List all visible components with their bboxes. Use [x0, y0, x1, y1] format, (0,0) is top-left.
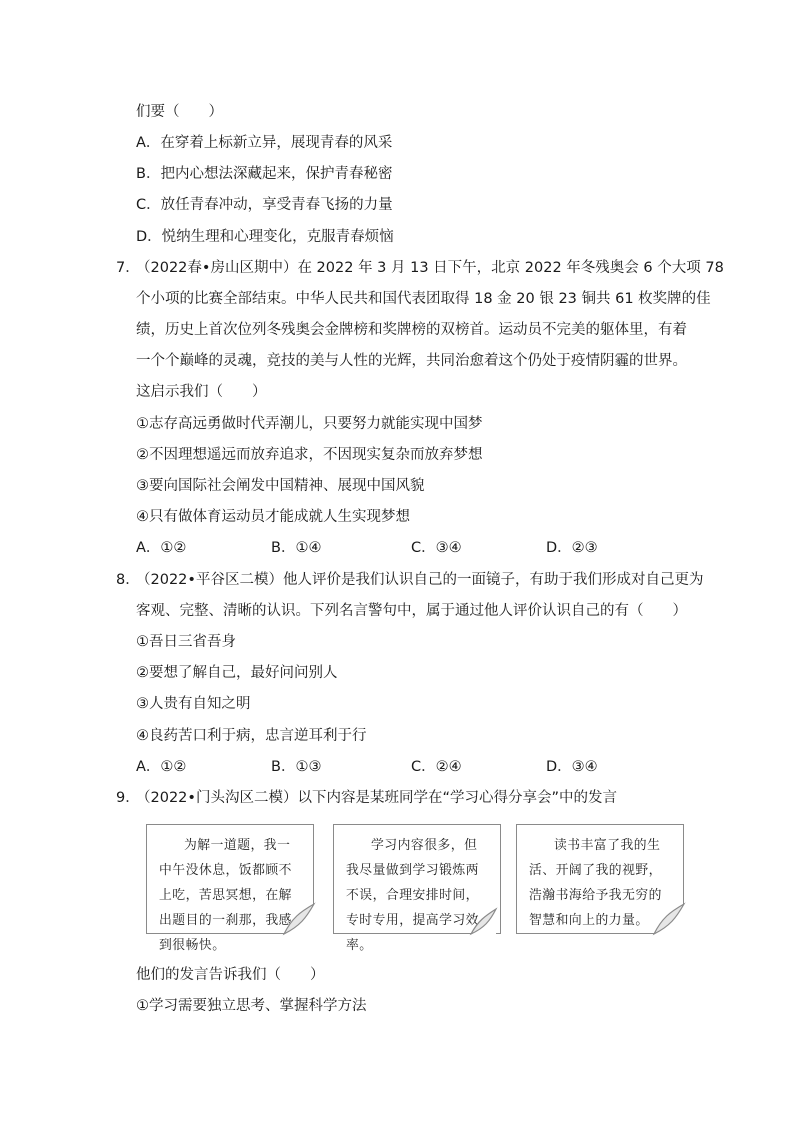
- q8-line-1: （2022•平谷区二模）他人评价是我们认识自己的一面镜子，有助于我们形成对自己更为: [136, 572, 704, 588]
- q9-number: 9．: [116, 790, 140, 806]
- q7-choice-a[interactable]: A．①②: [136, 540, 187, 556]
- q9-after: 他们的发言告诉我们（ ）: [136, 967, 325, 983]
- q8-number: 8．: [116, 572, 140, 588]
- q8-choice-b[interactable]: B．①③: [271, 759, 322, 775]
- q7-item-2: ②不因理想遥远而放弃追求，不因现实复杂而放弃梦想: [136, 447, 483, 463]
- q8-choice-d[interactable]: D．③④: [546, 759, 598, 775]
- q6-option-c[interactable]: C．放任青春冲动，享受青春飞扬的力量: [136, 197, 393, 213]
- note-card-1: 为解一道题，我一中午没休息，饭都顾不上吃，苦思冥想，在解出题目的一刹那，我感到很畅快。: [146, 824, 314, 934]
- q6-stem-end: 们要（ ）: [136, 104, 223, 120]
- q6-option-a[interactable]: A．在穿着上标新立异，展现青春的风采: [136, 135, 393, 151]
- q7-line-2: 个小项的比赛全部结束。中华人民共和国代表团取得 18 金 20 银 23 铜共 61 枚奖牌的佳: [136, 291, 711, 307]
- q8-item-2: ②要想了解自己，最好问问别人: [136, 665, 338, 681]
- q6-option-d[interactable]: D．悦纳生理和心理变化，克服青春烦恼: [136, 229, 394, 245]
- q8-line-2: 客观、完整、清晰的认识。下列名言警句中，属于通过他人评价认识自己的有（ ）: [136, 603, 687, 619]
- q8-choice-c[interactable]: C．②④: [411, 759, 462, 775]
- q7-line-4: 一个个巅峰的灵魂，竞技的美与人性的光辉，共同治愈着这个仍处于疫情阴霾的世界。: [136, 353, 687, 369]
- note-card-2: 学习内容很多，但我尽量做到学习锻炼两不误，合理安排时间，专时专用，提高学习效率。: [333, 824, 501, 934]
- q8-choice-a[interactable]: A．①②: [136, 759, 187, 775]
- q9-item-1: ①学习需要独立思考、掌握科学方法: [136, 998, 367, 1014]
- q7-line-5: 这启示我们（ ）: [136, 384, 267, 400]
- q9-line-1: （2022•门头沟区二模）以下内容是某班同学在“学习心得分享会”中的发言: [136, 790, 617, 806]
- q8-item-1: ①吾日三省吾身: [136, 634, 236, 650]
- q7-item-4: ④只有做体育运动员才能成就人生实现梦想: [136, 509, 410, 525]
- q7-item-1: ①志存高远勇做时代弄潮儿，只要努力就能实现中国梦: [136, 416, 483, 432]
- q8-item-4: ④良药苦口利于病，忠言逆耳利于行: [136, 728, 367, 744]
- note-card-3: 读书丰富了我的生活、开阔了我的视野，浩瀚书海给予我无穷的智慧和向上的力量。: [516, 824, 684, 934]
- q7-number: 7．: [116, 260, 140, 276]
- q7-line-1: （2022春•房山区期中）在 2022 年 3 月 13 日下午，北京 2022 年冬残奥会 6 个大项 78: [136, 260, 724, 276]
- q7-item-3: ③要向国际社会阐发中国精神、展现中国风貌: [136, 478, 425, 494]
- q7-choice-d[interactable]: D．②③: [546, 540, 598, 556]
- q7-choice-c[interactable]: C．③④: [411, 540, 462, 556]
- q7-line-3: 绩，历史上首次位列冬残奥会金牌榜和奖牌榜的双榜首。运动员不完美的躯体里，有着: [136, 322, 687, 338]
- q6-option-b[interactable]: B．把内心想法深藏起来，保护青春秘密: [136, 166, 393, 182]
- q7-choice-b[interactable]: B．①④: [271, 540, 322, 556]
- q8-item-3: ③人贵有自知之明: [136, 696, 251, 712]
